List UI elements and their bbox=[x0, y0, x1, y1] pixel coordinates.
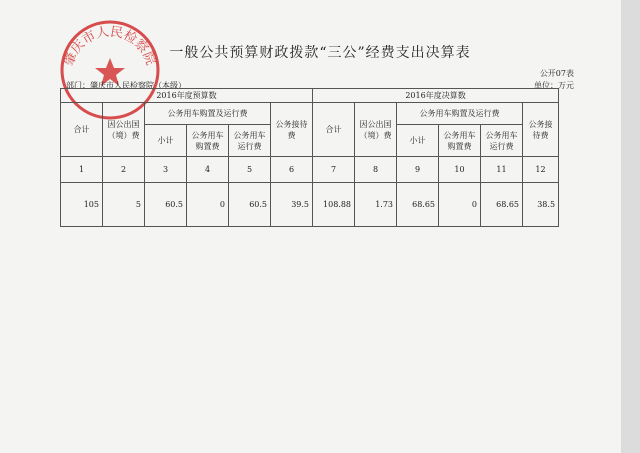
expense-table bbox=[60, 88, 559, 227]
budget-header: 2016年度预算数 bbox=[61, 89, 313, 103]
value-cell: 60.5 bbox=[229, 183, 271, 227]
index-cell: 10 bbox=[439, 157, 481, 183]
index-cell: 3 bbox=[145, 157, 187, 183]
budget-car-run-header: 公务用车运行费 bbox=[229, 125, 271, 157]
index-cell: 12 bbox=[523, 157, 559, 183]
form-number: 公开07表 bbox=[539, 69, 574, 78]
final-car-buy-header: 公务用车购置费 bbox=[439, 125, 481, 157]
value-cell: 0 bbox=[439, 183, 481, 227]
unit-label: 单位：万元 bbox=[534, 81, 574, 90]
final-reception-header: 公务接待费 bbox=[523, 103, 559, 157]
budget-car-header: 公务用车购置及运行费 bbox=[145, 103, 271, 125]
index-cell: 6 bbox=[271, 157, 313, 183]
index-cell: 2 bbox=[103, 157, 145, 183]
final-car-run-header: 公务用车运行费 bbox=[481, 125, 523, 157]
value-cell: 68.65 bbox=[397, 183, 439, 227]
index-cell: 4 bbox=[187, 157, 229, 183]
svg-text:肇庆市人民检察院: 肇庆市人民检察院 bbox=[61, 24, 158, 69]
index-cell: 1 bbox=[61, 157, 103, 183]
index-row bbox=[61, 157, 559, 183]
value-cell: 108.88 bbox=[313, 183, 355, 227]
final-subtotal-header: 小计 bbox=[397, 125, 439, 157]
budget-abroad-header: 因公出国（境）费 bbox=[103, 103, 145, 157]
final-total-header: 合计 bbox=[313, 103, 355, 157]
value-cell: 39.5 bbox=[271, 183, 313, 227]
index-cell: 8 bbox=[355, 157, 397, 183]
value-row bbox=[61, 183, 559, 227]
budget-total-header: 合计 bbox=[61, 103, 103, 157]
final-car-header: 公务用车购置及运行费 bbox=[397, 103, 523, 125]
final-header: 2016年度决算数 bbox=[313, 89, 559, 103]
value-cell: 60.5 bbox=[145, 183, 187, 227]
index-cell: 5 bbox=[229, 157, 271, 183]
value-cell: 105 bbox=[61, 183, 103, 227]
budget-subtotal-header: 小计 bbox=[145, 125, 187, 157]
value-cell: 38.5 bbox=[523, 183, 559, 227]
scan-edge bbox=[621, 0, 640, 453]
header-row-categories bbox=[61, 103, 559, 125]
budget-reception-header: 公务接待费 bbox=[271, 103, 313, 157]
index-cell: 11 bbox=[481, 157, 523, 183]
header-row-period bbox=[61, 89, 559, 103]
department-label: 部门：肇庆市人民检察院（本级） bbox=[66, 81, 186, 90]
value-cell: 1.73 bbox=[355, 183, 397, 227]
index-cell: 9 bbox=[397, 157, 439, 183]
budget-car-buy-header: 公务用车购置费 bbox=[187, 125, 229, 157]
final-abroad-header: 因公出国（境）费 bbox=[355, 103, 397, 157]
index-cell: 7 bbox=[313, 157, 355, 183]
value-cell: 68.65 bbox=[481, 183, 523, 227]
value-cell: 5 bbox=[103, 183, 145, 227]
value-cell: 0 bbox=[187, 183, 229, 227]
page-title: 一般公共预算财政拨款“三公”经费支出决算表 bbox=[169, 45, 471, 61]
